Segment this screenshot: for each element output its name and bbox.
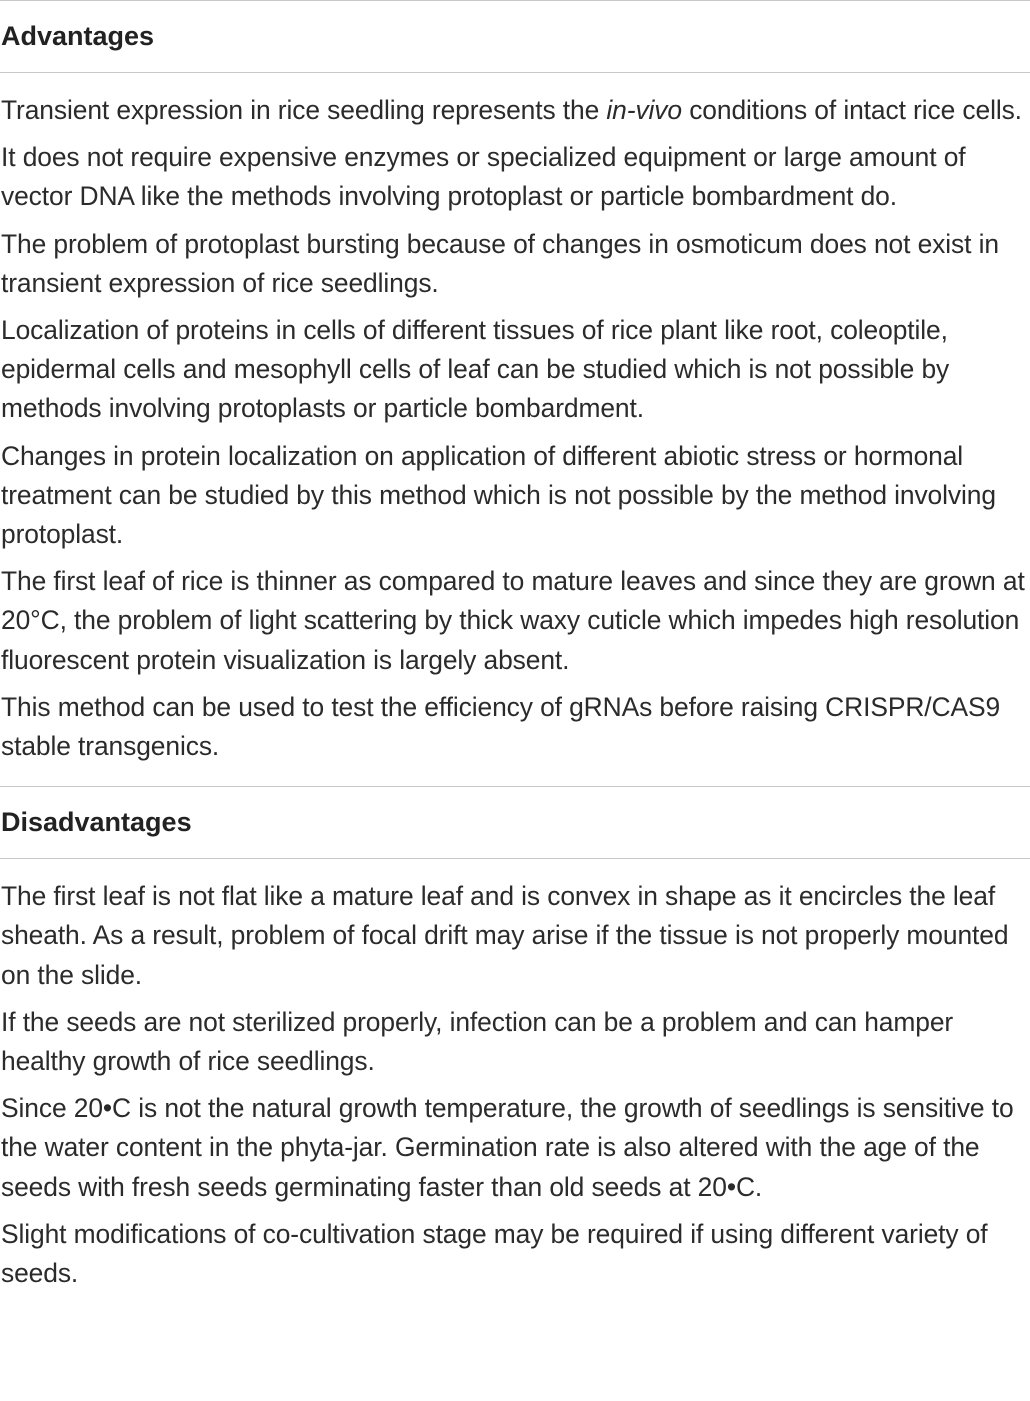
advantages-heading: Advantages bbox=[1, 21, 155, 51]
advantage-item: The first leaf of rice is thinner as compared to mature leaves and since they are grown at 20°C, the problem of light scattering by thick waxy cuticle which impedes high resolution fluorescent protein visualization is largely absent. bbox=[1, 566, 1025, 675]
advantages-list bbox=[0, 73, 1030, 786]
advantage-item: It does not require expensive enzymes or specialized equipment or large amount of vector DNA like the methods involving protoplast or particle bombardment do. bbox=[1, 142, 966, 212]
disadvantage-item: Slight modifications of co-cultivation stage may be required if using different variety of seeds. bbox=[1, 1218, 988, 1289]
advantage-item: Changes in protein localization on application of different abiotic stress or hormonal treatment can be studied by this method which is not possible by the method involving protoplast. bbox=[1, 440, 996, 550]
advantage-item: Transient expression in rice seedling represents the in-vivo conditions of intact rice cells. bbox=[1, 95, 1022, 125]
disadvantage-item: Since 20•C is not the natural growth temperature, the growth of seedlings is sensitive to the water content in the phyta-jar. Germination rate is also altered with the age of the seeds with fresh seeds germinating faster than old seeds at 20•C. bbox=[1, 1093, 1014, 1202]
disadvantages-heading: Disadvantages bbox=[1, 807, 192, 838]
advantage-item: This method can be used to test the efficiency of gRNAs before raising CRISPR/CAS9 stable transgenics. bbox=[1, 691, 1001, 762]
advantage-item: Localization of proteins in cells of different tissues of rice plant like root, coleoptile, epidermal cells and mesophyll cells of leaf can be studied which is not possible by methods involving protoplasts or particle bombardment. bbox=[1, 315, 950, 424]
disadvantages-list bbox=[0, 859, 1030, 1313]
disadvantage-item: If the seeds are not sterilized properly, infection can be a problem and can hamper healthy growth of rice seedlings. bbox=[1, 1006, 954, 1077]
in-vivo-term: in-vivo bbox=[606, 95, 682, 125]
disadvantage-item: The first leaf is not flat like a mature leaf and is convex in shape as it encircles the leaf sheath. As a result, problem of focal drift may arise if the tissue is not properly mounted on the slide. bbox=[1, 881, 1009, 990]
advantage-item: The problem of protoplast bursting because of changes in osmoticum does not exist in transient expression of rice seedlings. bbox=[1, 228, 999, 298]
